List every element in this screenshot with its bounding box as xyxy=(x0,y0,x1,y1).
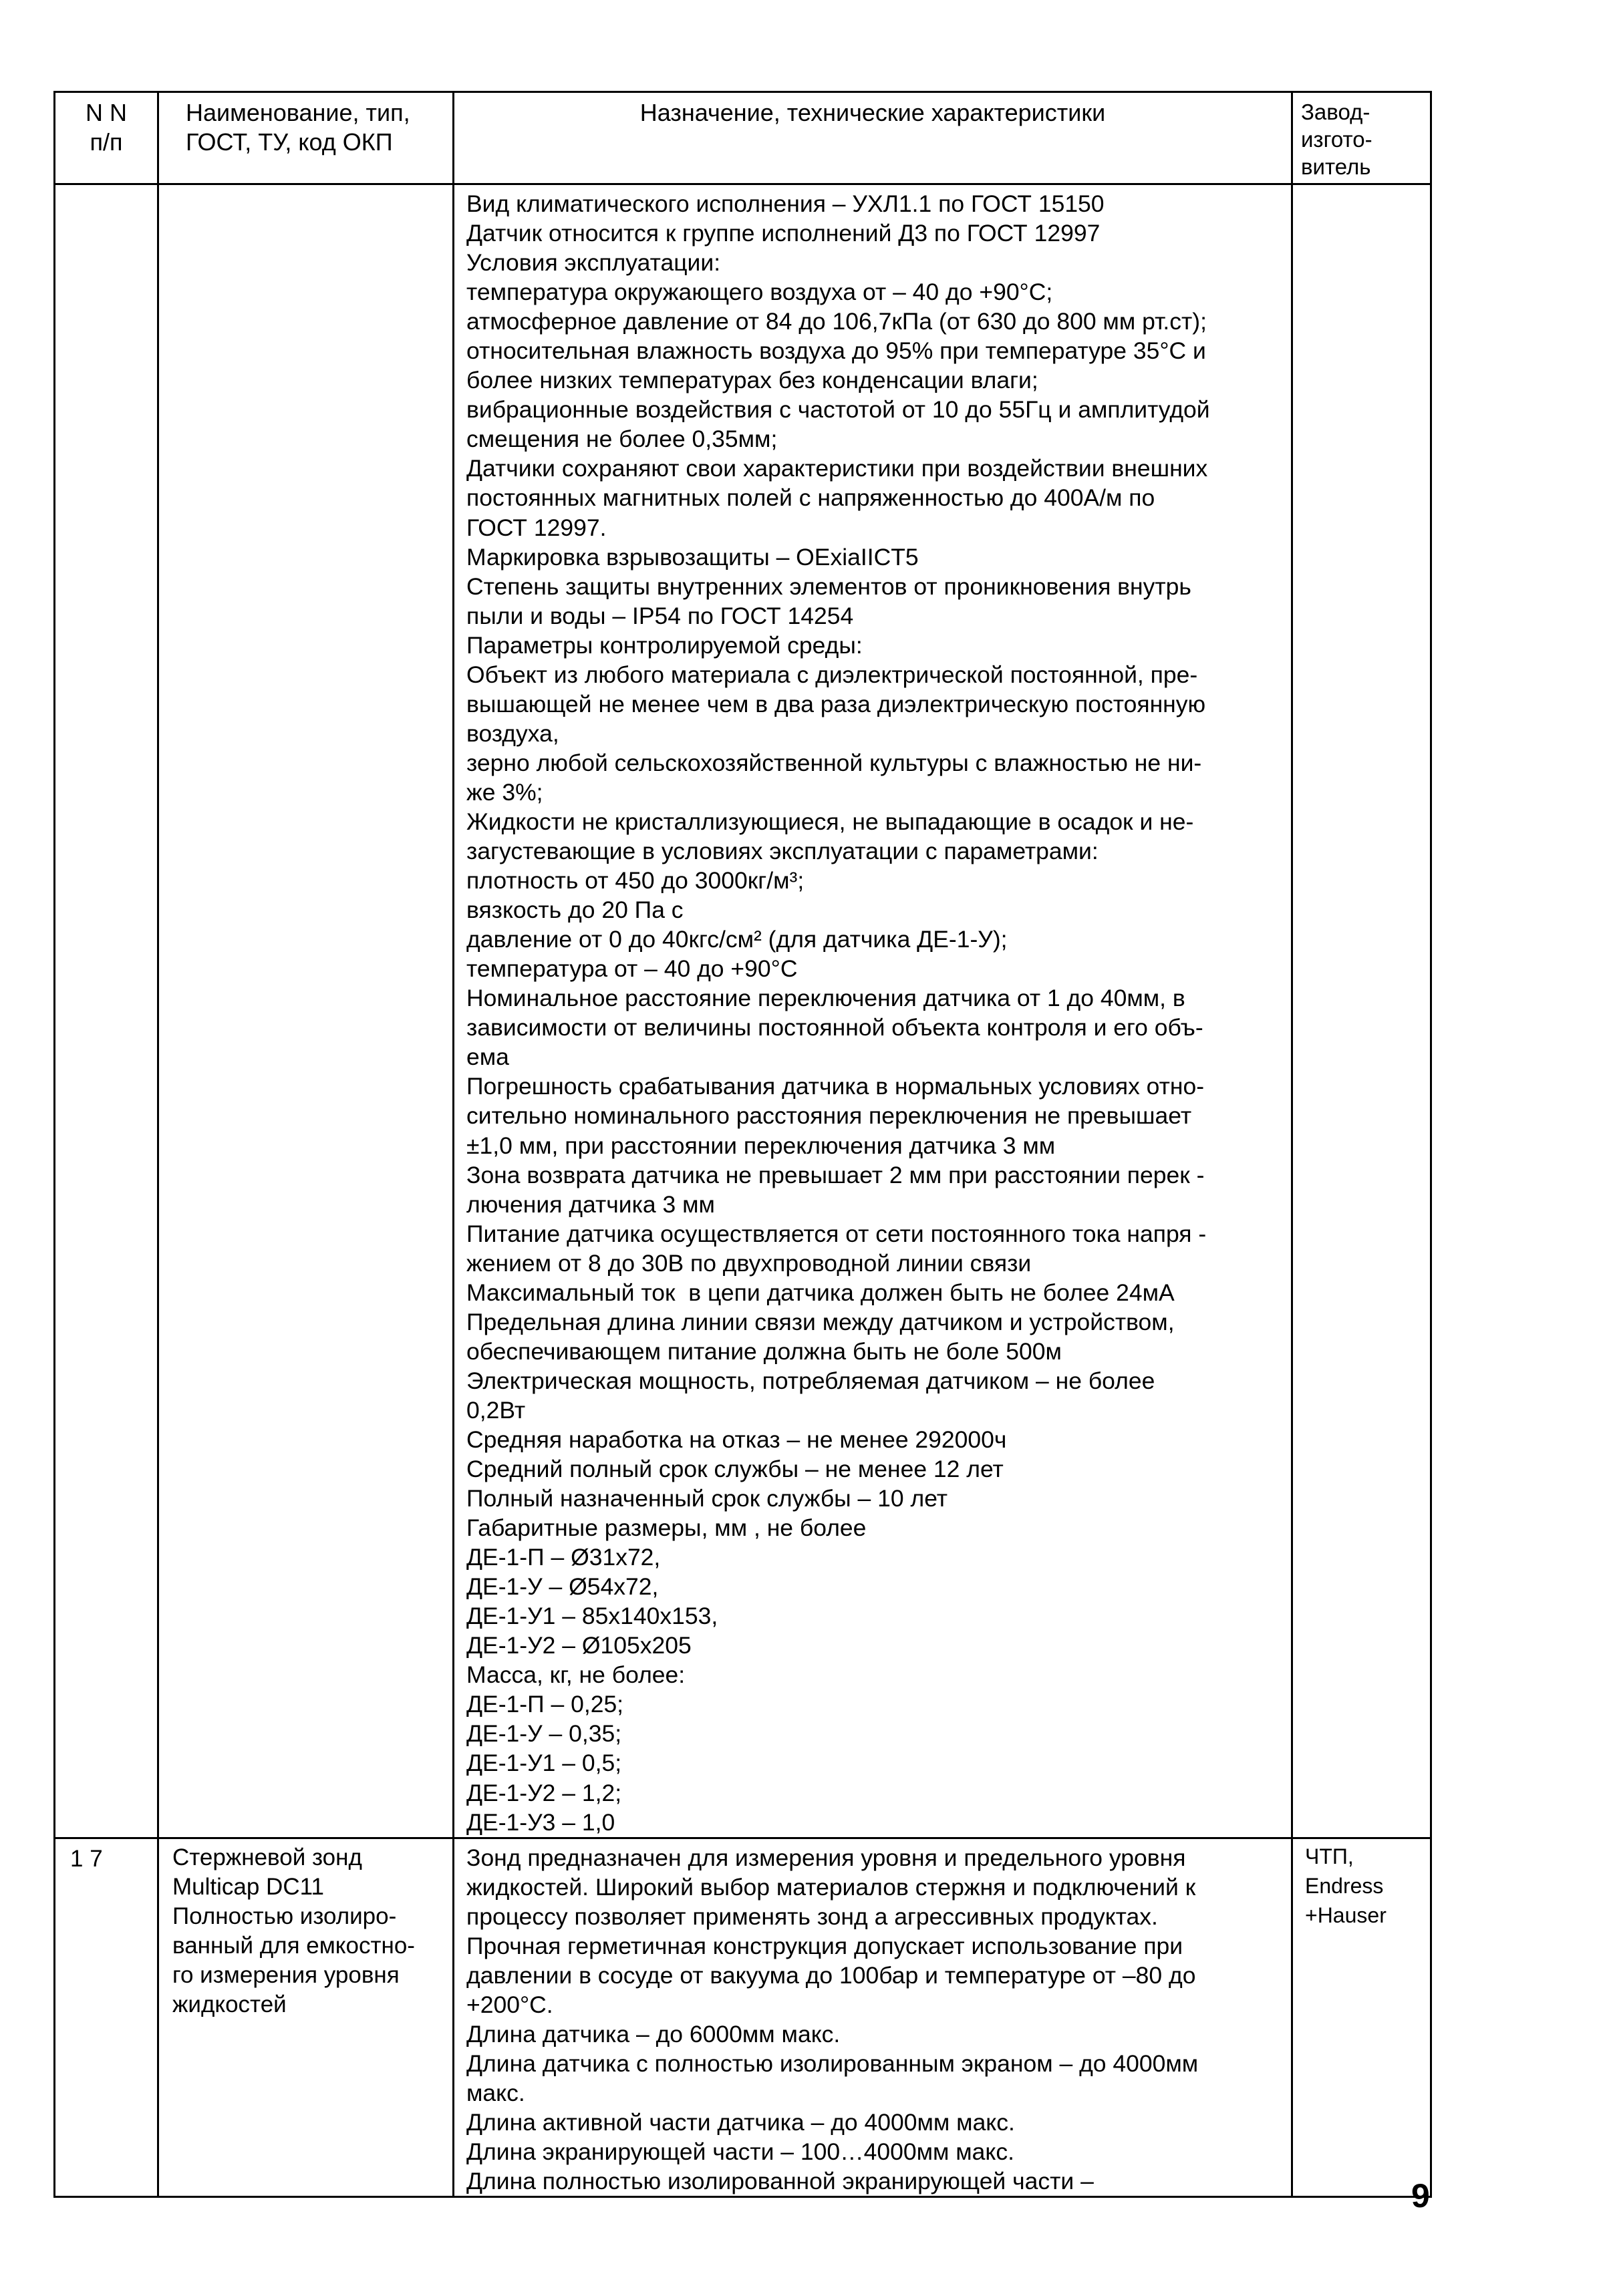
spec-line: сительно номинального расстояния переключения не превышает xyxy=(466,1102,1192,1130)
spec-line: Степень защиты внутренних элементов от проникновения внутрь xyxy=(466,572,1191,600)
spec-line: вязкость до 20 Па с xyxy=(466,896,684,924)
table-row-17 xyxy=(55,1838,1431,2197)
spec-line: ДЕ-1-У – Ø54х72, xyxy=(466,1573,659,1601)
product-name-line: Multicap DC11 xyxy=(172,1873,324,1900)
header-manufacturer xyxy=(1292,92,1431,184)
product-name-line: Стержневой зонд xyxy=(172,1844,362,1870)
header-number-line: п/п xyxy=(90,128,123,156)
spec-line: ДЕ-1-П – Ø31х72, xyxy=(466,1544,661,1571)
spec-line: Номинальное расстояние переключения датчика от 1 до 40мм, в xyxy=(466,985,1185,1012)
specification-table xyxy=(53,91,1432,2198)
spec-line: ГОСТ 12997. xyxy=(466,514,607,541)
description-line: +200°С. xyxy=(466,1991,553,2018)
description-line: Прочная герметичная конструкция допускает использование при xyxy=(466,1932,1183,1959)
spec-line: ДЕ-1-У3 – 1,0 xyxy=(466,1808,615,1836)
description-line: давлении в сосуде от вакуума до 100бар и температуре от –80 до xyxy=(466,1961,1196,1989)
spec-line: 0,2Вт xyxy=(466,1396,526,1424)
spec-line: Масса, кг, не более: xyxy=(466,1661,686,1689)
spec-line: Питание датчика осуществляется от сети постоянного тока напря - xyxy=(466,1220,1207,1247)
description-line: Длина полностью изолированной экранирующей части – xyxy=(466,2168,1094,2195)
spec-line: температура от – 40 до +90°С xyxy=(466,955,798,983)
header-name-line: ГОСТ, ТУ, код ОКП xyxy=(186,128,393,156)
description-line: Длина экранирующей части – 100…4000мм макс. xyxy=(466,2138,1014,2166)
description-line: процессу позволяет применять зонд а агрессивных продуктах. xyxy=(466,1903,1158,1930)
product-name-line: Полностью изолиро- xyxy=(172,1903,397,1929)
description-line: макс. xyxy=(466,2080,525,2106)
spec-line: смещения не более 0,35мм; xyxy=(466,426,778,453)
product-name-line: го измерения уровня xyxy=(172,1961,400,1988)
spec-line: ДЕ-1-У – 0,35; xyxy=(466,1720,622,1748)
spec-line: ДЕ-1-У2 – 1,2; xyxy=(466,1779,622,1806)
continuation-number-cell xyxy=(55,184,158,1838)
spec-line: Жидкости не кристаллизующиеся, не выпадающие в осадок и не- xyxy=(466,808,1194,835)
spec-line: Средняя наработка на отказ – не менее 292000ч xyxy=(466,1426,1007,1453)
spec-line: ДЕ-1-У2 – Ø105х205 xyxy=(466,1632,692,1659)
row-number: 1 7 xyxy=(70,1845,103,1872)
manufacturer-line: +Hauser xyxy=(1305,1903,1387,1927)
product-name-line: ванный для емкостно- xyxy=(172,1932,415,1959)
continuation-manufacturer-cell xyxy=(1292,184,1431,1838)
header-description-line: Назначение, технические характеристики xyxy=(639,99,1106,126)
spec-line: атмосферное давление от 84 до 106,7кПа (от 630 до 800 мм рт.ст); xyxy=(466,308,1207,335)
spec-line: температура окружающего воздуха от – 40 до +90°С; xyxy=(466,279,1053,306)
header-manufacturer-line: изгото- xyxy=(1301,127,1372,152)
header-name xyxy=(158,92,454,184)
header-manufacturer-line: Завод- xyxy=(1301,100,1370,124)
product-description xyxy=(454,1839,1291,2196)
spec-line: ДЕ-1-У1 – 85х140х153, xyxy=(466,1603,718,1630)
row-17-name-cell xyxy=(158,1838,454,2197)
spec-line: пыли и воды – IP54 по ГОСТ 14254 xyxy=(466,602,854,629)
header-number-line: N N xyxy=(86,99,127,126)
row-17-number-cell xyxy=(55,1838,158,2197)
description-line: Зонд предназначен для измерения уровня и предельного уровня xyxy=(466,1844,1186,1871)
description-line: Длина датчика с полностью изолированным экраном – до 4000мм xyxy=(466,2049,1199,2077)
spec-line: Зона возврата датчика не превышает 2 мм при расстоянии перек - xyxy=(466,1161,1205,1188)
spec-line: Габаритные размеры, мм , не более xyxy=(466,1514,867,1542)
spec-line: ема xyxy=(466,1043,509,1071)
spec-line: лючения датчика 3 мм xyxy=(466,1190,715,1218)
product-name-line: жидкостей xyxy=(172,1991,287,2017)
spec-line: Параметры контролируемой среды: xyxy=(466,631,863,659)
spec-line: Датчик относится к группе исполнений Д3 по ГОСТ 12997 xyxy=(466,220,1101,247)
table-row-continuation xyxy=(55,184,1431,1838)
description-line: жидкостей. Широкий выбор материалов стержня и подключений к xyxy=(466,1873,1196,1901)
spec-line: же 3%; xyxy=(466,778,543,806)
spec-line: Погрешность срабатывания датчика в нормальных условиях отно- xyxy=(466,1073,1205,1100)
page-number: 9 xyxy=(1411,2177,1430,2215)
spec-line: воздуха, xyxy=(466,719,559,747)
spec-line: ДЕ-1-П – 0,25; xyxy=(466,1691,624,1718)
header-manufacturer-line: витель xyxy=(1301,154,1371,179)
spec-line: плотность от 450 до 3000кг/м³; xyxy=(466,867,805,894)
continuation-name-cell xyxy=(158,184,454,1838)
spec-line: жением от 8 до 30В по двухпроводной линии связи xyxy=(466,1249,1032,1277)
spec-line: более низких температурах без конденсации влаги; xyxy=(466,367,1038,394)
spec-line: постоянных магнитных полей с напряженностью до 400А/м по xyxy=(466,484,1155,512)
spec-line: Объект из любого материала с диэлектрической постоянной, пре- xyxy=(466,661,1198,688)
product-name xyxy=(159,1839,452,2019)
spec-line: вибрационные воздействия с частотой от 10 до 55Гц и амплитудой xyxy=(466,396,1210,424)
spec-line: Условия эксплуатации: xyxy=(466,249,721,277)
header-description xyxy=(454,92,1292,184)
spec-line: относительная влажность воздуха до 95% при температуре 35°С и xyxy=(466,337,1206,365)
row-17-description-cell xyxy=(454,1838,1292,2197)
spec-line: ДЕ-1-У1 – 0,5; xyxy=(466,1750,622,1777)
spec-line: Средний полный срок службы – не менее 12 лет xyxy=(466,1456,1004,1483)
spec-line: загустевающие в условиях эксплуатации с параметрами: xyxy=(466,838,1099,865)
spec-line: давление от 0 до 40кгс/см² (для датчика ДЕ-1-У); xyxy=(466,926,1008,953)
spec-line: зерно любой сельскохозяйственной культуры с влажностью не ни- xyxy=(466,749,1202,776)
spec-line: обеспечивающем питание должна быть не боле 500м xyxy=(466,1337,1062,1365)
spec-line: Максимальный ток в цепи датчика должен быть не более 24мА xyxy=(466,1279,1175,1306)
spec-line: Электрическая мощность, потребляемая датчиком – не более xyxy=(466,1367,1155,1394)
description-line: Длина датчика – до 6000мм макс. xyxy=(466,2020,841,2047)
spec-line: вышающей не менее чем в два раза диэлектрическую постоянную xyxy=(466,690,1206,717)
table-header-row xyxy=(55,92,1431,184)
spec-line: Маркировка взрывозащиты – ОExiaIICT5 xyxy=(466,543,919,570)
header-number xyxy=(55,92,158,184)
manufacturer xyxy=(1293,1839,1430,1930)
continuation-description-cell xyxy=(454,184,1292,1838)
spec-line: Полный назначенный срок службы – 10 лет xyxy=(466,1485,948,1512)
spec-line: зависимости от величины постоянной объекта контроля и его объ- xyxy=(466,1014,1203,1041)
continuation-description-text xyxy=(454,185,1291,1837)
row-17-manufacturer-cell xyxy=(1292,1838,1431,2197)
manufacturer-line: Endress xyxy=(1305,1873,1384,1898)
header-name-line: Наименование, тип, xyxy=(186,99,410,126)
spec-line: Предельная длина линии связи между датчиком и устройством, xyxy=(466,1308,1175,1335)
spec-line: Вид климатического исполнения – УХЛ1.1 по ГОСТ 15150 xyxy=(466,190,1105,217)
spec-line: ±1,0 мм, при расстоянии переключения датчика 3 мм xyxy=(466,1132,1056,1159)
description-line: Длина активной части датчика – до 4000мм макс. xyxy=(466,2109,1015,2136)
spec-line: Датчики сохраняют свои характеристики при воздействии внешних xyxy=(466,455,1208,482)
manufacturer-line: ЧТП, xyxy=(1305,1844,1354,1868)
